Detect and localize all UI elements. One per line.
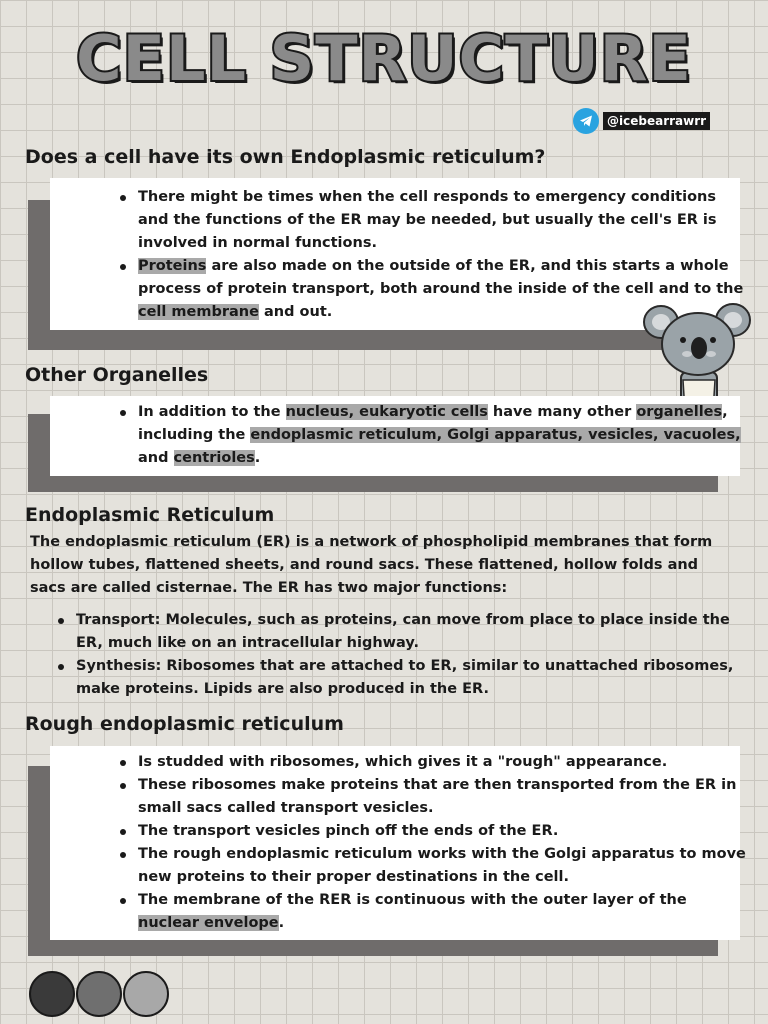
list-item: The transport vesicles pinch off the ends of the ER. [138,820,750,843]
list-item: In addition to the nucleus, eukaryotic cells have many other organelles, including the endoplasmic reticulum, Golgi apparatus, vesicles, vacuoles, and centrioles. [138,401,753,470]
telegram-handle[interactable] [573,108,710,134]
list-item: Is studded with ribosomes, which gives it a "rough" appearance. [138,751,750,774]
page-title: CELL STRUCTURE [76,22,692,95]
list-item: The rough endoplasmic reticulum works with the Golgi apparatus to move new proteins to their proper destinations in the cell. [138,843,750,889]
light-circle [123,971,169,1017]
card-other-organelles [50,396,740,476]
section-heading-other-organelles: Other Organelles [25,364,209,386]
dark-circle [29,971,75,1017]
section-heading-er-own: Does a cell have its own Endoplasmic reticulum? [25,146,546,168]
card-rough-er [50,746,746,940]
list-item: The membrane of the RER is continuous with the outer layer of the nuclear envelope. [138,889,750,935]
section-heading-er: Endoplasmic Reticulum [25,504,275,526]
list-item: Proteins are also made on the outside of the ER, and this starts a whole process of protein transport, both around the inside of the cell and to the cell membrane and out. [138,255,748,324]
mid-circle [76,971,122,1017]
section-heading-rough-er: Rough endoplasmic reticulum [25,713,344,735]
card-er-own [50,178,744,330]
er-paragraph: The endoplasmic reticulum (ER) is a network of phospholipid membranes that form hollow tubes, flattened sheets, and round sacs. These flattened, hollow folds and sacs are called cisternae. The ER has two major functions: [30,534,713,596]
list-item: These ribosomes make proteins that are then transported from the ER in small sacs called transport vesicles. [138,774,750,820]
list-item: Transport: Molecules, such as proteins, can move from place to place inside the ER, much like on an intracellular highway. [76,609,756,655]
list-item: Synthesis: Ribosomes that are attached to ER, similar to unattached ribosomes, make proteins. Lipids are also produced in the ER. [76,655,756,701]
list-item: There might be times when the cell responds to emergency conditions and the functions of the ER may be needed, but usually the cell's ER is involved in normal functions. [138,186,748,255]
handle-label: @icebearrawrr [603,112,710,130]
telegram-icon [573,108,599,134]
